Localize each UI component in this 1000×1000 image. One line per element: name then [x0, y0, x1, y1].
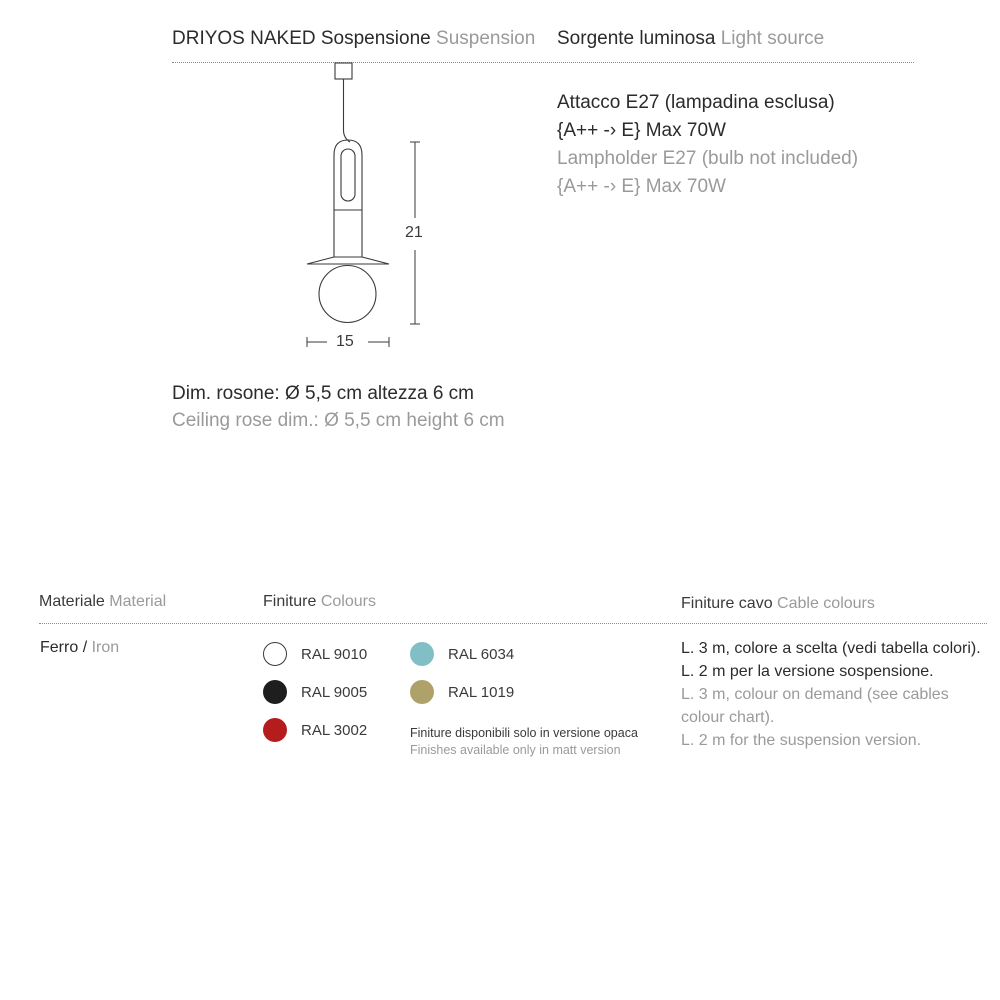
cable-en-line1: L. 3 m, colour on demand (see cables colour chart).: [681, 686, 949, 726]
lamp-disc-edge: [307, 257, 389, 264]
cable-en-line2: L. 2 m for the suspension version.: [681, 732, 922, 749]
ceiling-rose-dimensions: [172, 380, 505, 434]
ceiling-rose-en-label: Ceiling rose dim.:: [172, 410, 319, 431]
top-divider: [172, 62, 914, 63]
ceiling-rose-it: [172, 380, 505, 407]
ceiling-rose-en: [172, 407, 505, 434]
material-header: [39, 593, 166, 611]
lamp-slot: [341, 149, 355, 201]
light-source-title: [557, 28, 824, 50]
cable-header: [681, 595, 875, 613]
swatch-ral-1019: [410, 679, 514, 705]
ceiling-rose-en-value: Ø 5,5 cm height 6 cm: [324, 410, 505, 431]
swatch-label: RAL 6034: [448, 645, 515, 663]
cable-header-en: Cable colours: [777, 595, 875, 612]
light-source-title-en: Light source: [720, 28, 825, 49]
finishes-header: [263, 593, 376, 611]
swatch-label: RAL 9005: [301, 683, 368, 701]
bulb-shape: [319, 266, 376, 323]
ceiling-rose-it-value: Ø 5,5 cm altezza 6 cm: [284, 383, 474, 404]
spec-en-line1: Lampholder E27 (bulb not included): [557, 148, 859, 169]
lamp-outline: [307, 63, 389, 323]
swatch-circle-icon: [263, 680, 287, 704]
swatch-ral-9005: [263, 679, 367, 705]
product-title: [172, 28, 535, 50]
cable-line: [344, 79, 351, 142]
product-title-it: DRIYOS NAKED Sospensione: [172, 28, 431, 49]
bottom-divider: [39, 623, 987, 624]
material-value-it: Ferro: [40, 639, 79, 656]
spec-en-line2: {A++ -› E} Max 70W: [557, 176, 726, 197]
lamp-body: [334, 140, 362, 210]
swatch-circle-icon: [263, 642, 287, 666]
swatch-ral-9010: [263, 641, 367, 667]
swatch-circle-icon: [410, 642, 434, 666]
light-source-spec: [557, 89, 858, 201]
material-separator: /: [82, 639, 88, 656]
material-value: [40, 639, 119, 657]
cable-description: [681, 637, 1000, 752]
swatch-label: RAL 1019: [448, 683, 515, 701]
finishes-header-en: Colours: [320, 593, 376, 610]
ceiling-rose-it-label: Dim. rosone:: [172, 383, 280, 404]
spec-it-line2: {A++ -› E} Max 70W: [557, 120, 726, 141]
cable-header-it: Finiture cavo: [681, 595, 773, 612]
material-value-en: Iron: [91, 639, 120, 656]
swatch-ral-6034: [410, 641, 514, 667]
ceiling-rose-shape: [335, 63, 352, 79]
material-header-en: Material: [109, 593, 167, 610]
spec-it-line1: Attacco E27 (lampadina esclusa): [557, 92, 835, 113]
finishes-note-it: Finiture disponibili solo in versione opaca: [410, 726, 638, 740]
lamp-drawing: [290, 60, 440, 360]
swatch-ral-3002: [263, 717, 367, 743]
light-source-title-it: Sorgente luminosa: [557, 28, 716, 49]
finishes-note-en: Finishes available only in matt version: [410, 743, 621, 757]
width-label: 15: [336, 333, 354, 350]
cable-it-line1: L. 3 m, colore a scelta (vedi tabella colori).: [681, 640, 981, 657]
swatch-label: RAL 3002: [301, 721, 368, 739]
product-title-en: Suspension: [436, 28, 536, 49]
lampholder: [334, 210, 362, 257]
swatch-circle-icon: [263, 718, 287, 742]
cable-it-line2: L. 2 m per la versione sospensione.: [681, 663, 934, 680]
material-header-it: Materiale: [39, 593, 105, 610]
swatch-circle-icon: [410, 680, 434, 704]
swatch-label: RAL 9010: [301, 645, 368, 663]
height-label: 21: [405, 224, 423, 241]
finishes-header-it: Finiture: [263, 593, 317, 610]
